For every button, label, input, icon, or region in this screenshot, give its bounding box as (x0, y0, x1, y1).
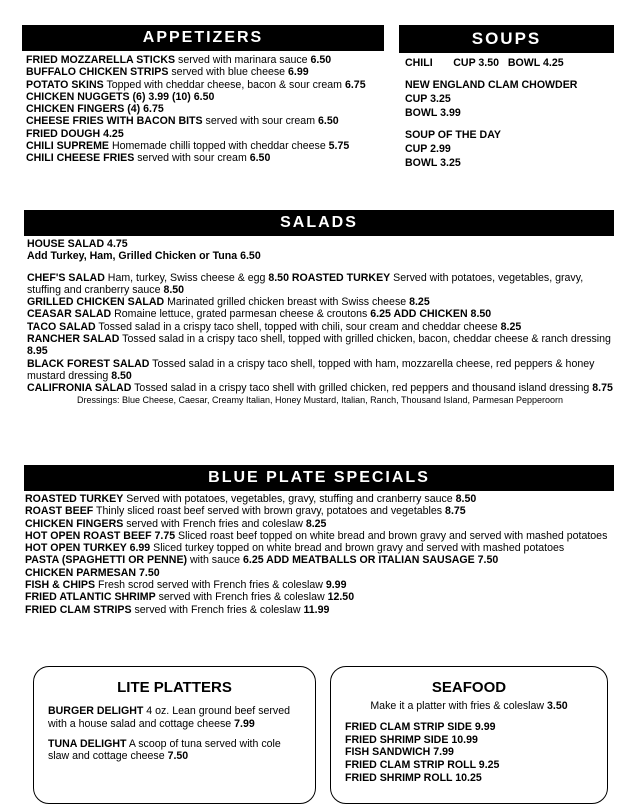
lite-platters-box (33, 666, 316, 804)
menu-item: CALIFRONIA SALAD Tossed salad in a crispy taco shell with grilled chicken, red peppers and thousand island dressing 8.75 (27, 382, 613, 395)
menu-item: GRILLED CHICKEN SALAD Marinated grilled chicken breast with Swiss cheese 8.25 (27, 296, 430, 309)
soup-chowder: NEW ENGLAND CLAM CHOWDER (405, 79, 578, 91)
menu-item: ROAST BEEF Thinly sliced roast beef served with brown gravy, potatoes and vegetables 8.75 (25, 505, 466, 518)
menu-item: CHEF'S SALAD Ham, turkey, Swiss cheese & egg 8.50 ROASTED TURKEY Served with potatoes, vegetables, gravy, stuffing and cranberry sauce 8.50 (27, 271, 584, 296)
menu-item: FRIED CLAM STRIPS served with French fries & coleslaw 11.99 (25, 603, 330, 616)
soup-chili: CHILI CUP 3.50 BOWL 4.25 (405, 57, 564, 69)
seafood-item: FISH SANDWICH 7.99 (345, 746, 454, 759)
add-protein: Add Turkey, Ham, Grilled Chicken or Tuna 6.50 (27, 250, 261, 263)
seafood-item: FRIED CLAM STRIP SIDE 9.99 (345, 720, 496, 733)
soup-chowder-cup: CUP 3.25 (405, 93, 451, 105)
menu-item: CHEESE FRIES WITH BACON BITS served with sour cream 6.50 (26, 115, 339, 128)
menu-item: RANCHER SALAD Tossed salad in a crispy taco shell, topped with grilled chicken, bacon, cheddar cheese & ranch dressing 8.95 (27, 333, 611, 358)
tuna-delight: TUNA DELIGHT A scoop of tuna served with cole slaw and cottage cheese 7.50 (48, 737, 281, 763)
menu-item: BUFFALO CHICKEN STRIPS served with blue cheese 6.99 (26, 66, 309, 79)
menu-item: FRIED DOUGH 4.25 (26, 127, 124, 140)
salads-header: SALADS (24, 210, 614, 236)
menu-item: CEASAR SALAD Romaine lettuce, grated parmesan cheese & croutons 6.25 ADD CHICKEN 8.50 (27, 308, 492, 321)
menu-item: FISH & CHIPS Fresh scrod served with French fries & coleslaw 9.99 (25, 579, 347, 592)
menu-item: CHILI CHEESE FRIES served with sour cream 6.50 (26, 152, 271, 165)
menu-item: ROASTED TURKEY Served with potatoes, vegetables, gravy, stuffing and cranberry sauce 8.50 (25, 493, 477, 505)
soups-header: SOUPS (399, 25, 614, 53)
appetizers-list (26, 54, 382, 165)
menu-item: PASTA (SPAGHETTI OR PENNE) with sauce 6.25 ADD MEATBALLS OR ITALIAN SAUSAGE 7.50 (25, 554, 499, 567)
house-salad: HOUSE SALAD 4.75 (27, 238, 128, 250)
menu-item: TACO SALAD Tossed salad in a crispy taco shell, topped with chili, sour cream and cheddar cheese 8.25 (27, 320, 522, 333)
soup-chowder-bowl: BOWL 3.99 (405, 107, 461, 119)
seafood-item: FRIED SHRIMP ROLL 10.25 (345, 771, 482, 784)
seafood-item: FRIED CLAM STRIP ROLL 9.25 (345, 759, 500, 772)
menu-item: HOT OPEN TURKEY 6.99 Sliced turkey topped on white bread and brown gravy and served with mashed potatoes (25, 542, 565, 555)
menu-item: CHICKEN FINGERS (4) 6.75 (26, 103, 164, 116)
menu-item: CHICKEN FINGERS served with French fries and coleslaw 8.25 (25, 517, 327, 530)
menu-item: HOT OPEN ROAST BEEF 7.75 Sliced roast beef topped on white bread and brown gravy and served with mashed potatoes (25, 529, 608, 542)
seafood-item: FRIED SHRIMP SIDE 10.99 (345, 733, 478, 746)
seafood-title: SEAFOOD (431, 679, 507, 696)
seafood-box (330, 666, 608, 804)
menu-item: POTATO SKINS Topped with cheddar cheese, bacon & sour cream 6.75 (26, 78, 366, 91)
blue-plate-list (25, 493, 613, 616)
appetizers-header: APPETIZERS (22, 25, 384, 51)
menu-item: CHICKEN NUGGETS (6) 3.99 (10) 6.50 (26, 90, 215, 103)
burger-delight: BURGER DELIGHT 4 oz. Lean ground beef served with a house salad and cottage cheese 7.99 (48, 705, 290, 730)
menu-item: FRIED MOZZARELLA STICKS served with marinara sauce 6.50 (26, 54, 332, 66)
menu-item: FRIED ATLANTIC SHRIMP served with French fries & coleslaw 12.50 (25, 591, 355, 604)
menu-item: BLACK FOREST SALAD Tossed salad in a crispy taco shell, topped with ham, mozzarella cheese, red peppers & honey mustard dressing 8.50 (27, 357, 595, 382)
dressings-note: Dressings: Blue Cheese, Caesar, Creamy Italian, Honey Mustard, Italian, Ranch, Thousand Island, Parmesan Pepperoorn (76, 394, 564, 405)
menu-item: CHICKEN PARMESAN 7.50 (25, 566, 160, 579)
blue-plate-header: BLUE PLATE SPECIALS (24, 465, 614, 491)
soup-day-bowl: BOWL 3.25 (405, 157, 461, 169)
lite-platters-title: LITE PLATTERS (117, 679, 232, 696)
soup-day-cup: CUP 2.99 (405, 143, 451, 155)
salads-list (27, 238, 613, 405)
soup-of-day: SOUP OF THE DAY (405, 129, 501, 141)
menu-item: CHILI SUPREME Homemade chilli topped with cheddar cheese 5.75 (26, 140, 350, 153)
seafood-subtitle: Make it a platter with fries & coleslaw 3.50 (370, 700, 568, 712)
soups-list (405, 56, 610, 170)
